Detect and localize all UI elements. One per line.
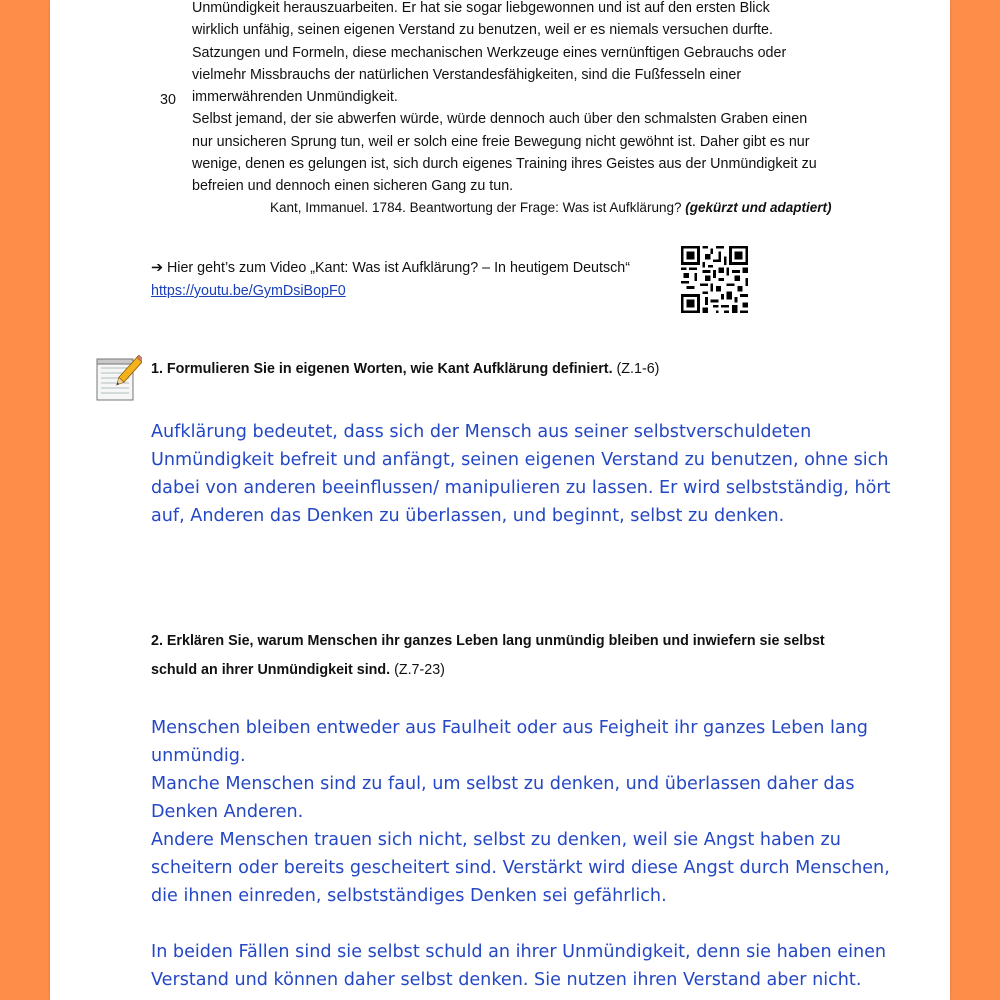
answer-line: die ihnen einreden, selbstständiges Denken sei gefährlich.: [151, 886, 667, 906]
answer-2: [151, 714, 890, 994]
citation-note: (gekürzt und adaptiert): [685, 200, 832, 215]
source-line: immerwährenden Unmündigkeit.: [192, 89, 398, 106]
source-line: Unmündigkeit herauszuarbeiten. Er hat sie sogar liebgewonnen und ist auf den ersten Blick: [192, 0, 770, 16]
source-line: befreien und dennoch einen sicheren Gang zu tun.: [192, 178, 514, 195]
question-2-ref: (Z.7-23): [394, 662, 445, 678]
source-line: wenige, denen es gelungen ist, sich durch eigenes Training ihres Geistes aus der Unmündigkeit zu: [192, 156, 817, 173]
answer-1: [151, 418, 891, 530]
notepad-pencil-icon: [95, 355, 142, 402]
citation-text: Kant, Immanuel. 1784. Beantwortung der Frage: Was ist Aufklärung?: [270, 200, 682, 215]
answer-line: auf, Anderen das Denken zu überlassen, und beginnt, selbst zu denken.: [151, 506, 785, 526]
question-2-prompt-line1: 2. Erklären Sie, warum Menschen ihr ganzes Leben lang unmündig bleiben und inwiefern sie selbst: [151, 633, 825, 649]
answer-line: Menschen bleiben entweder aus Faulheit oder aus Feigheit ihr ganzes Leben lang: [151, 718, 868, 738]
source-line: Satzungen und Formeln, diese mechanischen Werkzeuge eines vernünftigen Gebrauchs oder: [192, 44, 787, 61]
question-2: [151, 627, 851, 685]
answer-line: Andere Menschen trauen sich nicht, selbst zu denken, weil sie Angst haben zu: [151, 830, 841, 850]
answer-line: unmündig.: [151, 746, 246, 766]
answer-line: Manche Menschen sind zu faul, um selbst zu denken, und überlassen daher das: [151, 774, 855, 794]
answer-line: In beiden Fällen sind sie selbst schuld an ihrer Unmündigkeit, denn sie haben einen: [151, 942, 887, 962]
video-link[interactable]: https://youtu.be/GymDsiBopF0: [151, 283, 346, 299]
qr-code-icon: [681, 246, 748, 313]
answer-line: Aufklärung bedeutet, dass sich der Mensch aus seiner selbstverschuldeten: [151, 422, 812, 442]
source-text: [192, 0, 852, 198]
video-reference: [151, 257, 630, 303]
source-line: Selbst jemand, der sie abwerfen würde, würde dennoch auch über den schmalsten Graben einen: [192, 111, 808, 128]
video-label: ➔ Hier geht’s zum Video „Kant: Was ist Aufklärung? – In heutigem Deutsch“: [151, 260, 630, 276]
question-1-ref: (Z.1-6): [616, 361, 660, 377]
question-1-prompt: 1. Formulieren Sie in eigenen Worten, wie Kant Aufklärung definiert.: [151, 361, 613, 377]
answer-line: Denken Anderen.: [151, 802, 304, 822]
question-1: [151, 361, 851, 377]
line-number: 30: [160, 92, 176, 108]
question-2-prompt-line2: schuld an ihrer Unmündigkeit sind.: [151, 662, 391, 678]
source-line: nur unsicheren Sprung tun, weil er solch eine freie Bewegung nicht gewöhnt ist. Daher gibt es nur: [192, 133, 810, 150]
answer-line: scheitern oder bereits gescheitert sind. Verstärkt wird diese Angst durch Menschen,: [151, 858, 890, 878]
answer-line: Verstand und können daher selbst denken. Sie nutzen ihren Verstand aber nicht.: [151, 970, 862, 990]
answer-line: dabei von anderen beeinflussen/ manipulieren zu lassen. Er wird selbstständig, hört: [151, 478, 891, 498]
citation: [270, 200, 832, 215]
answer-line: Unmündigkeit befreit und anfängt, seinen eigenen Verstand zu benutzen, ohne sich: [151, 450, 889, 470]
answer-line: [151, 910, 851, 938]
source-line: vielmehr Missbrauchs der natürlichen Verstandesfähigkeiten, sind die Fußfesseln einer: [192, 66, 742, 83]
source-line: wirklich unfähig, seinen eigenen Verstand zu benutzen, weil er es niemals versuchen durfte.: [192, 22, 773, 39]
